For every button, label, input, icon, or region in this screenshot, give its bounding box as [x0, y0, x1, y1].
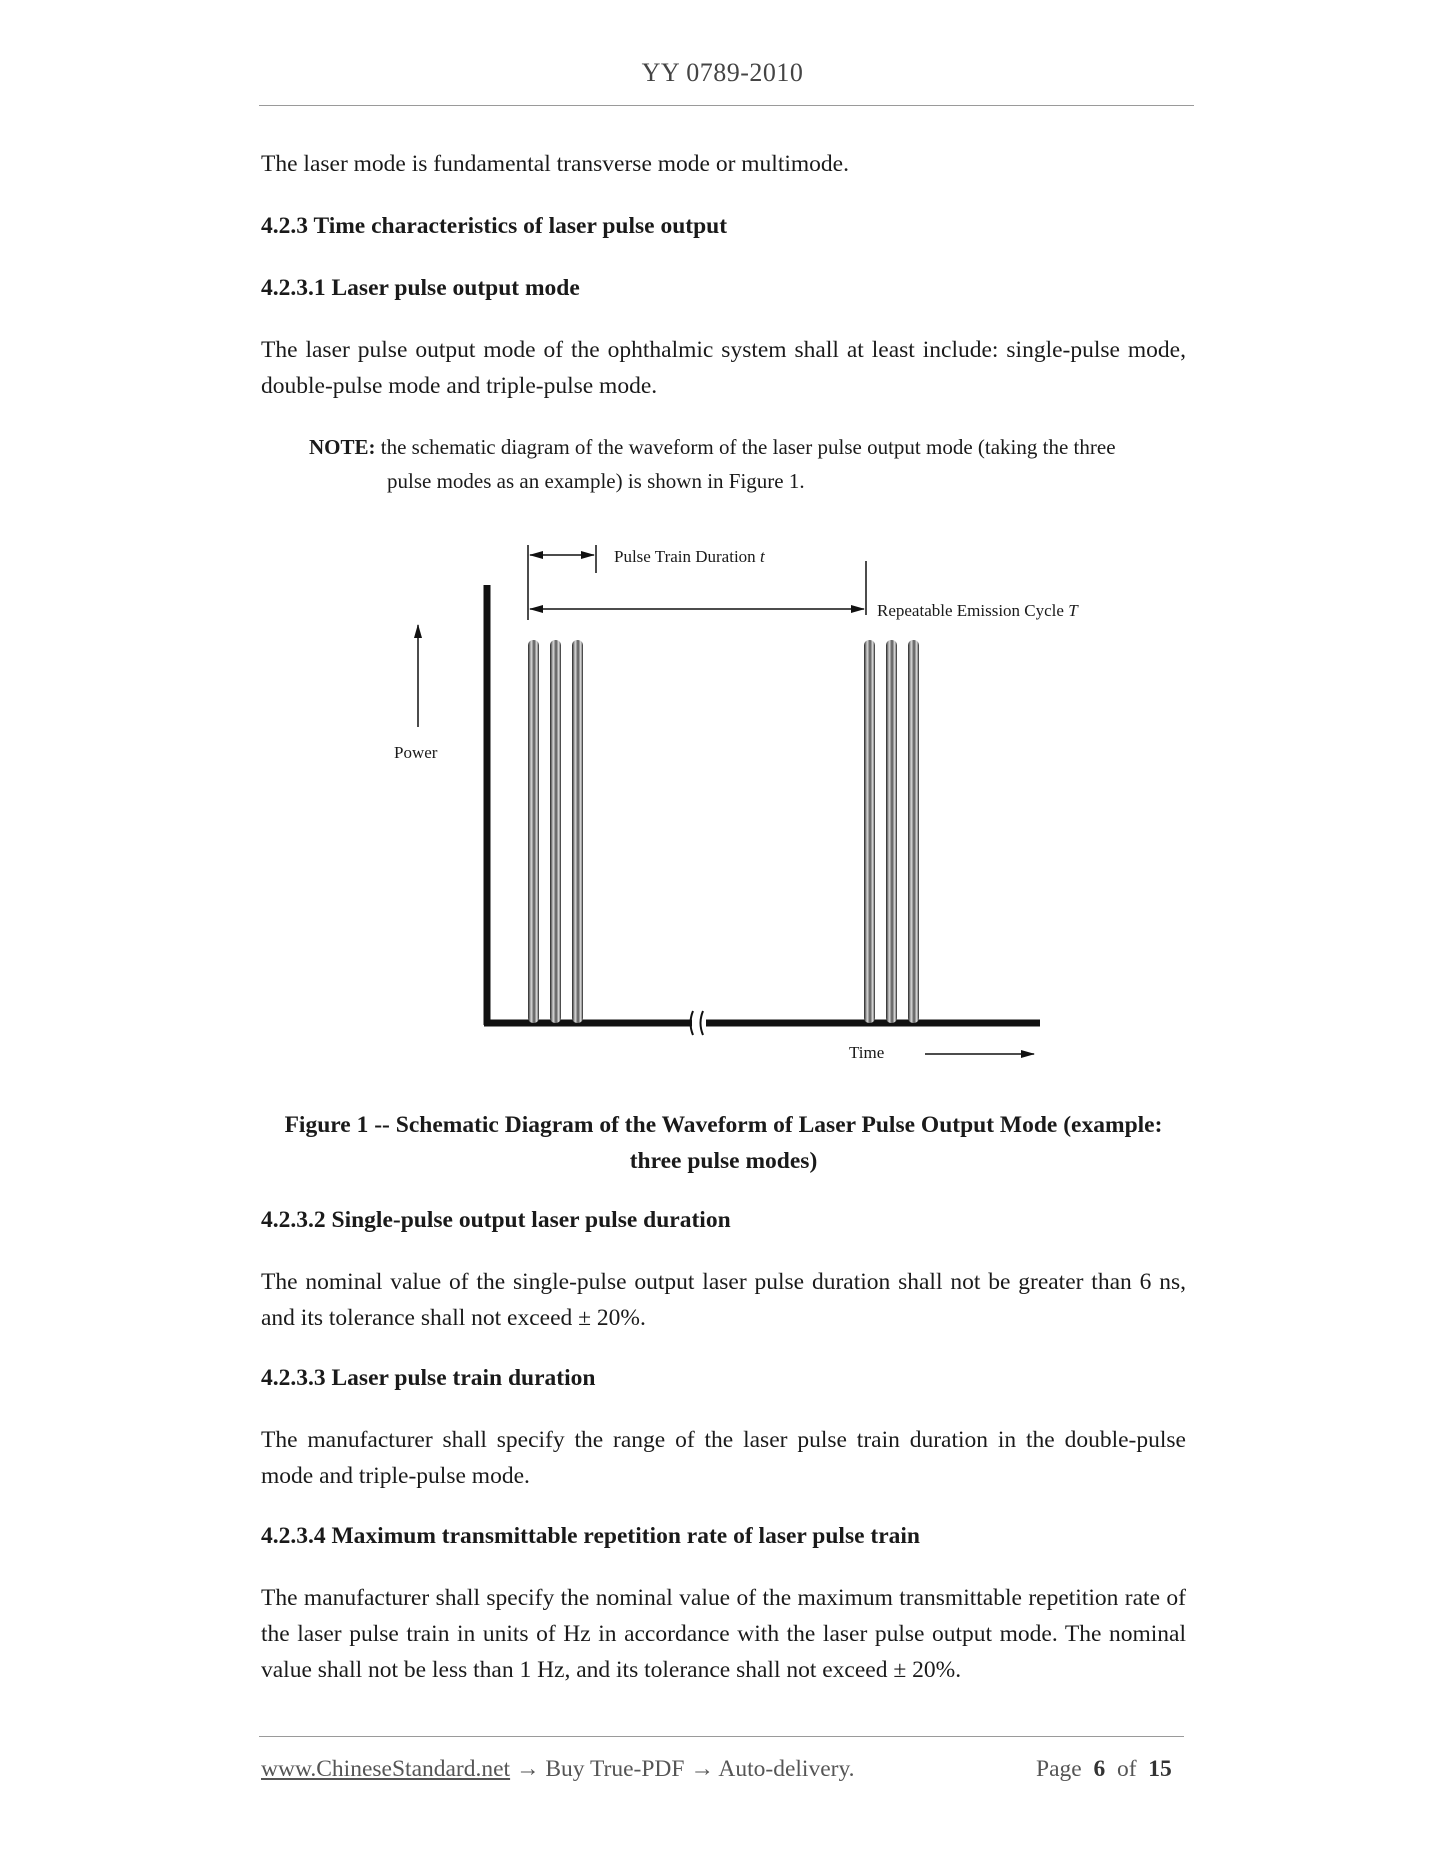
emission-cycle-label: Repeatable Emission Cycle T: [877, 601, 1078, 620]
note-text-line1: the schematic diagram of the waveform of the laser pulse output mode (taking the three: [380, 435, 1116, 459]
pulse-waveform-figure: [380, 535, 1080, 1075]
section-heading-4-2-3-4: 4.2.3.4 Maximum transmittable repetition rate of laser pulse train: [261, 1523, 920, 1549]
section-heading-4-2-3: 4.2.3 Time characteristics of laser pulse output: [261, 213, 728, 239]
figure-caption-line2: three pulse modes): [629, 1148, 818, 1174]
figure-caption: [261, 1107, 1186, 1179]
footer-promo-text: → Buy True-PDF → Auto-delivery.: [510, 1756, 855, 1782]
pulse-output-mode-paragraph: The laser pulse output mode of the ophthalmic system shall at least include: single-pulse mode, double-pulse mode and triple-pulse mode.: [261, 337, 1186, 399]
axis-break-gap: [692, 1013, 706, 1033]
repetition-rate-paragraph: The manufacturer shall specify the nominal value of the maximum transmittable repetition rate of the laser pulse train in units of Hz in accordance with the laser pulse output mode. The nominal value shall not be less than 1 Hz, and its tolerance shall not exceed ± 20%.: [261, 1585, 1186, 1683]
single-pulse-duration-paragraph: The nominal value of the single-pulse output laser pulse duration shall not be greater than 6 ns, and its tolerance shall not exceed ± 20%.: [261, 1269, 1186, 1331]
note-label: NOTE:: [309, 435, 376, 459]
pulse-2c: [908, 640, 919, 1023]
of-word: of: [1116, 1756, 1137, 1782]
footer-promo: [261, 1756, 855, 1783]
page-word: Page: [1036, 1756, 1082, 1782]
pulse-2a: [864, 640, 875, 1023]
pulse-1b: [550, 640, 561, 1023]
section-heading-4-2-3-2: 4.2.3.2 Single-pulse output laser pulse duration: [261, 1207, 731, 1233]
footer-divider: [259, 1736, 1184, 1737]
header-divider: [259, 105, 1194, 106]
section-heading-4-2-3-3: 4.2.3.3 Laser pulse train duration: [261, 1365, 596, 1391]
page-number: 6: [1093, 1756, 1106, 1782]
note-text-line2: pulse modes as an example) is shown in Figure 1.: [387, 469, 805, 493]
time-label: Time: [849, 1043, 885, 1062]
power-label: Power: [394, 743, 438, 762]
pulse-1a: [528, 640, 539, 1023]
figure-note: [309, 430, 1186, 498]
document-code-header: YY 0789-2010: [641, 58, 804, 87]
chinesestandard-link[interactable]: www.ChineseStandard.net: [261, 1756, 511, 1782]
first-pulse-train: [528, 640, 583, 1023]
section-heading-4-2-3-1: 4.2.3.1 Laser pulse output mode: [261, 275, 580, 301]
page-total: 15: [1148, 1756, 1172, 1782]
page-indicator: [1036, 1756, 1172, 1783]
pulse-2b: [886, 640, 897, 1023]
pulse-train-duration-label: Pulse Train Duration t: [614, 547, 765, 566]
figure-caption-line1: Figure 1 -- Schematic Diagram of the Waveform of Laser Pulse Output Mode (example:: [284, 1112, 1163, 1138]
laser-mode-paragraph: The laser mode is fundamental transverse mode or multimode.: [261, 151, 849, 177]
pulse-train-duration-paragraph: The manufacturer shall specify the range of the laser pulse train duration in the double-pulse mode and triple-pulse mode.: [261, 1427, 1186, 1489]
second-pulse-train: [864, 640, 919, 1023]
pulse-1c: [572, 640, 583, 1023]
